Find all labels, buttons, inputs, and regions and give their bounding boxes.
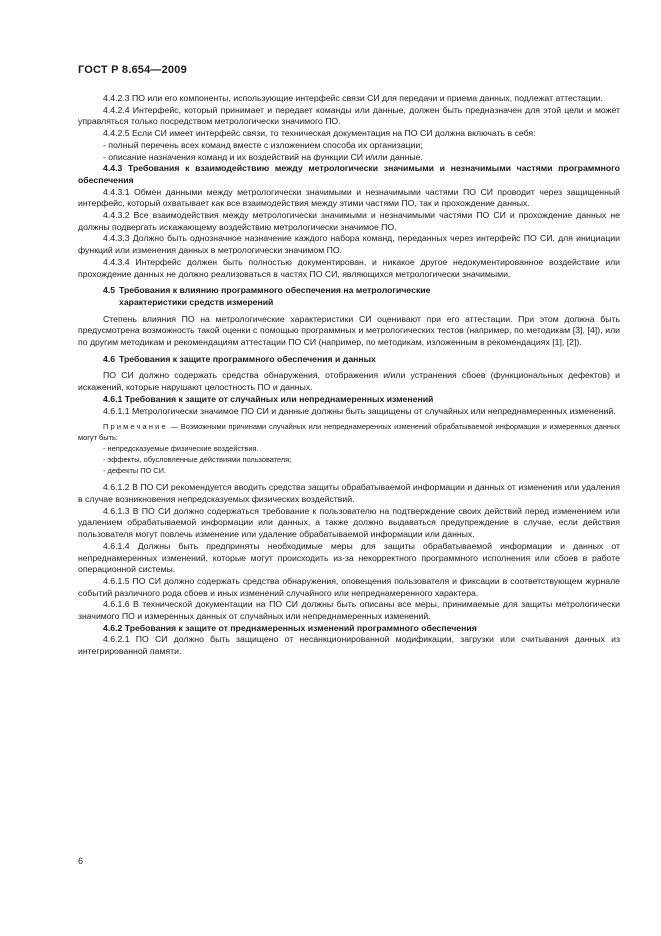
clause-4-4-3-1: 4.4.3.1 Обмен данными между метрологически значимыми и незначимыми частями ПО СИ проводит через защищенный интерфейс, который охватывает как все взаимодействия между этими частями ПО, так и прохождение данных. — [78, 186, 620, 209]
section-title-line2: характеристики средств измерений — [119, 296, 274, 307]
section-heading-4-5 — [78, 285, 620, 308]
clause-4-6-1-6: 4.6.1.6 В технической документации на ПО СИ должны быть описаны все меры, принимаемые для защиты метрологически значимого ПО и измеренных данных от случайных или непреднамеренных изменений. — [78, 599, 620, 622]
section-number: 4.6 — [103, 353, 116, 364]
clause-4-6-1-3: 4.6.1.3 В ПО СИ должно содержаться требование к пользователю на подтверждение своих действий перед изменением или удалением обрабатываемой информации или данных, а также должно выдаваться предупреждение в случае, если действия пользователя могут повлечь изменение или удаление обрабатываемой информации или данных. — [78, 505, 620, 540]
note-label: Примечание — [103, 422, 168, 432]
section-4-5-text: Степень влияния ПО на метрологические характеристики СИ оценивают при его аттестации. При этом должна быть предусмотрена возможность такой оценки с помощью программных и метрологических тестов (например, по методикам [3], [4]), или по другим методикам и рекомендациям аттестации ПО СИ (например, по методикам, изложенным в рекомендациях [1], [2]). — [78, 313, 620, 348]
clause-4-6-2-1: 4.6.2.1 ПО СИ должно быть защищено от несанкционированной модификации, загрузки или считывания данных из интегрированной памяти. — [78, 634, 620, 657]
note-list-item: - непредсказуемые физические воздействия. — [103, 444, 259, 454]
section-title-line1: Требования к защите программного обеспечения и данных — [119, 353, 376, 364]
clause-4-6-1-4: 4.6.1.4 Должны быть предприняты необходимые меры для защиты обрабатываемой информации и данных от непреднамеренных изменений, которые могут происходить из-за некорректного программного исполнения или сбоев в работе операционной системы. — [78, 540, 620, 575]
note-list-item: - дефекты ПО СИ. — [103, 466, 167, 476]
note-block — [78, 421, 620, 476]
clause-4-4-3-2: 4.4.3.2 Все взаимодействия между метрологически значимыми и незначимыми частями ПО СИ и прохождение данных не должны подвергать искажающему воздействию метрологически значимое ПО. — [78, 210, 620, 232]
list-item: - полный перечень всех команд вместе с изложением способа их организации; — [103, 139, 423, 150]
list-item: - описание назначения команд и их воздействий на функции СИ и/или данные. — [103, 151, 423, 162]
clause-4-4-3-3: 4.4.3.3 Должно быть однозначное назначение каждого набора команд, переданных через интерфейс ПО СИ, для инициации функций или изменения данных в метрологически значимом ПО. — [78, 233, 620, 256]
page-number: 6 — [78, 856, 84, 866]
section-number: 4.5 — [103, 285, 116, 296]
subsection-heading-4-6-1: 4.6.1 Требования к защите от случайных или непреднамеренных изменений — [103, 393, 434, 404]
subsection-heading-4-6-2: 4.6.2 Требования к защите от преднамеренных изменений программного обеспечения — [103, 622, 477, 633]
section-title-line1: Требования к влиянию программного обеспечения на метрологические — [119, 285, 431, 296]
clause-4-4-2-5: 4.4.2.5 Если СИ имеет интерфейс связи, то техническая документация на ПО СИ должна включать в себя: — [103, 128, 536, 139]
note-list-item: - эффекты, обусловленные действиями пользователя; — [103, 455, 292, 465]
clause-4-6-1-5: 4.6.1.5 ПО СИ должно содержать средства обнаружения, оповещения пользователя и фиксации в соответствующем журнале событий различного рода сбоев и иных изменений случайного или непреднамеренного характера. — [78, 575, 620, 598]
document-header: ГОСТ Р 8.654—2009 — [78, 64, 187, 76]
subsection-heading-4-4-3: 4.4.3 Требования к взаимодействию между метрологически значимыми и незначимыми частями программного обеспечения — [78, 163, 620, 185]
clause-4-6-1-1: 4.6.1.1 Метрологически значимое ПО СИ и данные должны быть защищены от случайных или непреднамеренных изменений. — [103, 405, 616, 416]
clause-4-4-3-4: 4.4.3.4 Интерфейс должен быть полностью документирован, и никакое другое недокументированное воздействие или прохождение данных не должно реализоваться в частях ПО СИ, являющихся метрологически значимыми. — [78, 256, 620, 279]
note-body: — Возможными причинами случайных или непреднамеренных изменений обрабатываемой информации и измеренных данных могут быть: — [78, 422, 620, 443]
section-heading-4-6 — [78, 354, 620, 366]
clause-4-4-2-3: 4.4.2.3 ПО или его компоненты, использующие интерфейс связи СИ для передачи и приема данных, подлежат аттестации. — [103, 93, 603, 103]
section-4-6-text: ПО СИ должно содержать средства обнаружения, отображения и/или устранения сбоев (функциональных дефектов) и искажений, которые нарушают целостность ПО и данных. — [78, 370, 620, 393]
document-body — [78, 93, 620, 658]
clause-4-4-2-4: 4.4.2.4 Интерфейс, который принимает и передает команды или данные, должен быть предназначен для этой цели и может управляться только посредством метрологически значимого ПО. — [78, 104, 620, 127]
note-text — [78, 421, 620, 443]
clause-4-6-1-2: 4.6.1.2 В ПО СИ рекомендуется вводить средства защиты обрабатываемой информации и данных от изменения или удаления в случае возникновения непредсказуемых физических воздействий. — [78, 482, 620, 504]
